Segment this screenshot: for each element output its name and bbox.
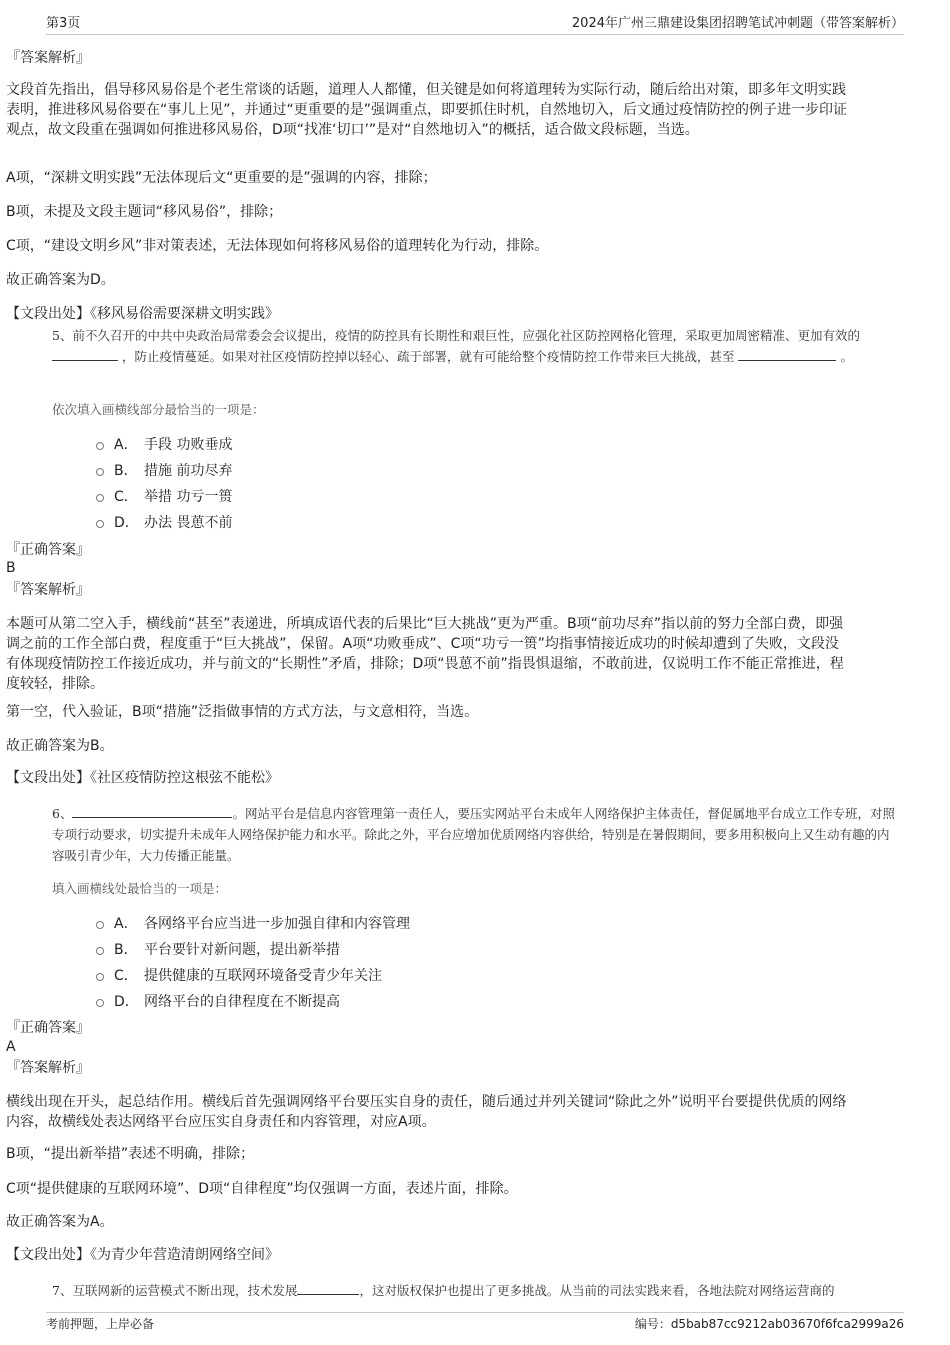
q4-source: 【文段出处】《移风易俗需要深耕文明实践》: [6, 306, 279, 322]
radio-icon[interactable]: [96, 442, 104, 450]
q6-analysis-para-1: 横线出现在开头，起总结作用。横线后首先强调网络平台要压实自身的责任，随后通过并列关键词“除此之外”说明平台要提供优质的网络内容，故横线处表达网络平台应压实自身责任和内容管理，对应A项。: [6, 1094, 847, 1130]
q4-analysis-para-3: B项，未提及文段主题词“移风易俗”，排除；: [6, 204, 283, 220]
q5-blank-1: [52, 346, 118, 361]
radio-icon[interactable]: [96, 468, 104, 476]
q6-answer: A: [6, 1039, 16, 1055]
page-header: [46, 12, 904, 35]
footer-slogan: 考前押题，上岸必备: [46, 1317, 155, 1331]
q4-analysis-para-1: 文段首先指出，倡导移风易俗是个老生常谈的话题，道理人人都懂，但关键是如何将道理转为实际行动，随后给出对策，即多年文明实践表明，推进移风易俗要在“事儿上见”，并通过“更重要的是”强调重点，即要抓住时机，自然地切入，后文通过疫情防控的例子进一步印证观点，故文段重在强调如何推进移风易俗，D项“找准‘切口’”是对“自然地切入”的概括，适合做文段标题，当选。: [6, 82, 848, 138]
radio-icon[interactable]: [96, 921, 104, 929]
q5-option-a[interactable]: A． 手段 功败垂成: [96, 431, 232, 457]
q6-answer-label: 『正确答案』: [6, 1020, 90, 1036]
q5-blank-2: [738, 346, 836, 361]
q5-prompt: 依次填入画横线部分最恰当的一项是：: [52, 402, 265, 417]
q5-source: 【文段出处】《社区疫情防控这根弦不能松》: [6, 770, 279, 786]
document-id: 编号：d5bab87cc9212ab03670f6fca2999a26: [634, 1317, 904, 1331]
q4-analysis-para-4: C项，“建设文明乡风”非对策表述，无法体现如何将移风易俗的道理转化为行动，排除。: [6, 238, 549, 254]
q5-analysis-para-1: 本题可从第二空入手，横线前“甚至”表递进，所填成语代表的后果比“巨大挑战”更为严重。B项“前功尽弃”指以前的努力全部白费，即强调之前的工作全部白费，程度重于“巨大挑战”，保留。A项“功败垂成”、C项“功亏一篑”均指事情接近成功的时候却遭到了失败，文段没有体现疫情防控工作接近成功，并与前文的“长期性”矛盾，排除；D项“畏葸不前”指畏惧退缩，不敢前进，仅说明工作不能正常推进，程度较轻，排除。: [6, 616, 844, 692]
q5-options: [96, 431, 232, 535]
q6-source: 【文段出处】《为青少年营造清朗网络空间》: [6, 1247, 279, 1263]
q6-option-a[interactable]: A． 各网络平台应当进一步加强自律和内容管理: [96, 910, 410, 936]
q6-option-c[interactable]: C． 提供健康的互联网环境备受青少年关注: [96, 962, 410, 988]
q4-analysis-label: 『答案解析』: [6, 50, 90, 66]
document-title: 2024年广州三鼎建设集团招聘笔试冲刺题（带答案解析）: [571, 16, 904, 31]
q5-answer: B: [6, 560, 16, 576]
q5-analysis-para-2: 第一空，代入验证，B项“措施”泛指做事情的方式方法，与文意相符，当选。: [6, 704, 479, 720]
q7-question: [52, 1280, 900, 1301]
q6-number: 6、: [52, 806, 73, 821]
q6-analysis-para-2: B项，“提出新举措”表述不明确，排除；: [6, 1146, 255, 1162]
q6-question: [52, 803, 900, 866]
q5-analysis-para-3: 故正确答案为B。: [6, 738, 114, 754]
q5-analysis-label: 『答案解析』: [6, 582, 90, 598]
radio-icon[interactable]: [96, 973, 104, 981]
q6-option-d[interactable]: D． 网络平台的自律程度在不断提高: [96, 988, 410, 1014]
radio-icon[interactable]: [96, 520, 104, 528]
q4-analysis-para-2: A项，“深耕文明实践”无法体现后文“更重要的是”强调的内容，排除；: [6, 170, 437, 186]
q7-text-part1: 7、互联网新的运营模式不断出现，技术发展: [52, 1283, 298, 1298]
radio-icon[interactable]: [96, 947, 104, 955]
q6-analysis-para-3: C项“提供健康的互联网环境”、D项“自律程度”均仅强调一方面，表述片面，排除。: [6, 1181, 518, 1197]
q5-text-part3: 。: [840, 349, 853, 364]
q6-options: [96, 910, 410, 1014]
q6-blank: [72, 803, 232, 818]
q7-blank: [297, 1280, 359, 1295]
q6-analysis-label: 『答案解析』: [6, 1060, 90, 1076]
q6-analysis-para-4: 故正确答案为A。: [6, 1214, 114, 1230]
q4-analysis-para-5: 故正确答案为D。: [6, 272, 115, 288]
q6-prompt: 填入画横线处最恰当的一项是：: [52, 881, 228, 896]
q5-option-c[interactable]: C． 举措 功亏一篑: [96, 483, 232, 509]
q6-option-b[interactable]: B． 平台要针对新问题，提出新举措: [96, 936, 410, 962]
q5-answer-label: 『正确答案』: [6, 542, 90, 558]
q7-text-part2: ，这对版权保护也提出了更多挑战。从当前的司法实践来看，各地法院对网络运营商的: [359, 1283, 835, 1298]
page-footer: [46, 1312, 904, 1335]
q5-text-part1: 5、前不久召开的中共中央政治局常委会会议提出，疫情的防控具有长期性和艰巨性，应强化社区防控网格化管理，采取更加周密精准、更加有效的: [52, 328, 860, 343]
q6-text: 。网站平台是信息内容管理第一责任人，要压实网站平台未成年人网络保护主体责任，督促属地平台成立工作专班，对照专项行动要求，切实提升未成年人网络保护能力和水平。除此之外，平台应增加优质网络内容供给，特别是在暑假期间，要多用积极向上又生动有趣的内容吸引青少年，大力传播正能量。: [52, 806, 895, 863]
q5-text-part2: ，防止疫情蔓延。如果对社区疫情防控掉以轻心、疏于部署，就有可能给整个疫情防控工作带来巨大挑战，甚至: [121, 349, 735, 364]
page-number: 第3页: [46, 16, 81, 31]
radio-icon[interactable]: [96, 494, 104, 502]
q5-option-b[interactable]: B． 措施 前功尽弃: [96, 457, 232, 483]
radio-icon[interactable]: [96, 999, 104, 1007]
q5-question: [52, 325, 900, 367]
q5-option-d[interactable]: D． 办法 畏葸不前: [96, 509, 232, 535]
